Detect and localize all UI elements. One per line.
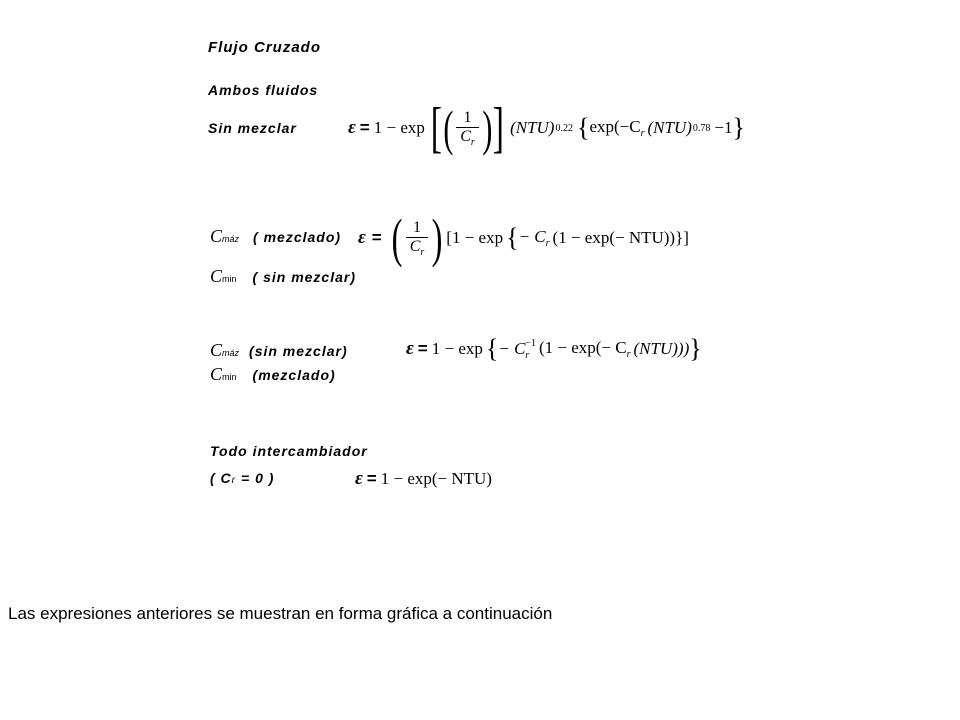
minus-one: −1 [714,118,733,137]
label-sin-mezclar-3: (sin mezclar) [249,343,348,359]
right-brace-icon: } [689,334,702,363]
cr-term: − $C_r$ [518,227,550,249]
equals-sign: = [359,118,370,137]
left-paren-icon: ( [391,208,403,268]
exponent-078: 0.78 [692,122,711,134]
label-todo-intercambiador: Todo intercambiador [210,443,368,459]
cmin-subscript: min [222,274,237,284]
formula-term: [1 − exp [446,228,504,247]
ntu-term: (NTU) [510,118,555,137]
formula-cmax-unmixed [406,332,702,366]
cmin-unmixed-row [210,266,356,287]
fraction [456,109,479,148]
exponent-022: 0.22 [555,122,573,134]
cmax-unmixed-row [210,340,348,361]
formula-term: 1 − exp [431,339,483,358]
right-bracket-icon: ] [493,97,505,159]
ntu-term: (NTU))) [633,339,690,358]
epsilon-symbol: ε [358,227,366,248]
formula-all-exchangers [355,468,492,490]
cond-subscript: r [231,475,236,486]
right-paren-icon: ) [431,208,443,268]
cmax-subscript: máz [222,348,240,358]
label-sin-mezclar-2: ( sin mezclar) [252,269,357,285]
formula-term: 1 − exp [373,118,425,137]
equals-sign: = [371,228,382,247]
cr-subscript: r [470,136,475,148]
cmin-subscript: min [222,372,237,382]
epsilon-symbol: ε [348,117,356,138]
fraction-denominator: $C_r$ [409,237,425,258]
formula-inner: ($1 - \exp(- C_r$ [538,338,631,360]
cr-inverse-term: − $C_r^{-1}$ [498,337,536,361]
left-bracket-icon: [ [430,97,442,159]
cmax-mixed-row [210,226,341,247]
equals-sign: = [366,469,377,488]
fraction-numerator: 1 [406,219,429,238]
fraction [406,219,429,258]
cmax-subscript: máz [222,234,240,244]
formula-both-unmixed [348,98,745,158]
inner-exp: $\exp(-C_r$ [589,117,645,139]
cmin-symbol: C [210,364,223,384]
section-title: Flujo Cruzado [208,39,321,56]
condition-cr-zero [210,470,274,486]
fraction-denominator [456,128,479,148]
inner-ntu: (NTU) [647,118,692,137]
left-brace-icon: { [485,334,499,363]
cond-open: ( C [210,470,232,486]
left-brace-icon: { [506,223,519,252]
label-sin-mezclar: Sin mezclar [208,120,297,136]
cmin-symbol: C [210,266,223,286]
cmin-mixed-row [210,364,336,385]
formula-tail: (1 − exp(− NTU))}] [552,228,689,247]
left-brace-icon: { [576,113,590,142]
left-paren-icon: ( [442,100,453,156]
label-ambos-fluidos: Ambos fluidos [208,82,319,98]
epsilon-symbol: ε [355,468,363,489]
cmax-symbol: C [210,226,223,246]
label-mezclado-3: (mezclado) [252,367,336,383]
formula-term: 1 − exp(− NTU) [380,469,492,488]
label-mezclado: ( mezclado) [253,229,342,245]
cr-symbol: C [460,127,471,145]
right-brace-icon: } [732,113,745,142]
cmax-symbol: C [210,340,223,360]
fraction-numerator: 1 [456,109,479,128]
equals-sign: = [417,339,428,358]
formula-cmax-mixed [358,208,689,268]
cond-eq: = 0 ) [241,470,275,486]
right-paren-icon: ) [482,100,493,156]
epsilon-symbol: ε [406,338,414,359]
caption-text: Las expresiones anteriores se muestran en forma gráfica a continuación [8,604,553,623]
